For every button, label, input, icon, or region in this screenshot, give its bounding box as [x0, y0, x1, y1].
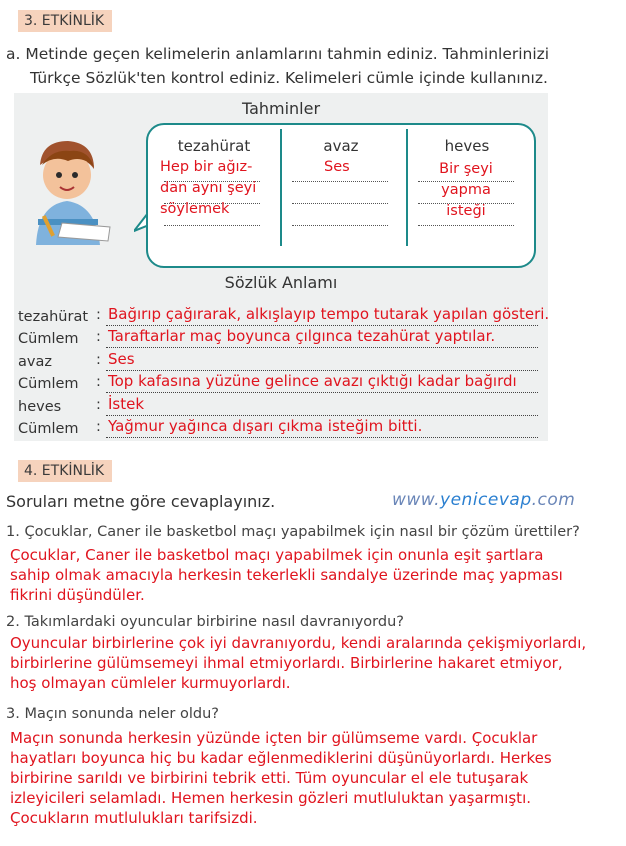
- task-a-line-1: a. Metinde geçen kelimelerin anlamlarını tahmin ediniz. Tahminlerinizi: [6, 45, 550, 63]
- definition-colon: :: [96, 307, 101, 323]
- definition-row: [18, 305, 550, 327]
- question-3: 3. Maçın sonunda neler oldu?: [6, 706, 219, 722]
- guess-line: Bir şeyi: [439, 161, 493, 177]
- answer-1: Çocuklar, Caner ile basketbol maçı yapabilmek için onunla eşit şartlara sahip olmak amacıyla herkesin tekerlekli sandalye üzerinde maç yapması fikrini düşündüler.: [10, 546, 563, 604]
- guess-answer-heves: [438, 159, 494, 222]
- definition-label: avaz: [18, 354, 52, 370]
- definition-label: tezahürat: [18, 309, 89, 325]
- definition-row: [18, 350, 538, 372]
- question-2: 2. Takımlardaki oyuncular birbirine nasıl davranıyordu?: [6, 614, 404, 630]
- guess-answer-avaz: [324, 157, 350, 178]
- guess-card-word: heves: [444, 137, 490, 155]
- guess-line: yapma: [441, 182, 491, 198]
- student-illustration: [22, 135, 112, 245]
- watermark-main: yenicevap: [440, 490, 532, 510]
- dotted-line: [106, 437, 538, 438]
- definition-row: [18, 395, 538, 417]
- definition-label: heves: [18, 399, 62, 415]
- definition-colon: :: [96, 374, 101, 390]
- dotted-line: [106, 370, 538, 371]
- definition-row: [18, 372, 538, 394]
- guess-line: isteği: [446, 203, 486, 219]
- dictionary-meaning-title: Sözlük Anlamı: [224, 273, 338, 292]
- question-1: 1. Çocuklar, Caner ile basketbol maçı yapabilmek için nasıl bir çözüm ürettiler?: [6, 524, 580, 540]
- vocabulary-panel: [14, 93, 548, 441]
- task-a-instruction: [6, 42, 606, 90]
- watermark-suffix: .com: [531, 490, 576, 510]
- definition-row: [18, 417, 538, 439]
- definition-label: Cümlem: [18, 421, 79, 437]
- definition-row: [18, 327, 538, 349]
- dotted-line: [292, 225, 388, 226]
- activity-4-instruction: Soruları metne göre cevaplayınız.: [6, 492, 276, 511]
- guess-line: Hep bir ağız-: [160, 159, 253, 175]
- definition-colon: :: [96, 329, 101, 345]
- guess-answer-tezahurat: [160, 157, 256, 220]
- answer-2: Oyuncular birbirlerine çok iyi davranıyordu, kendi aralarında çekişmiyorlardı, birbirlerine gülümsemeyi ihmal etmiyorlardı. Birbirlerine hakaret etmiyor, hoş olmayan cümleler kurmuyorlardı.: [10, 634, 587, 692]
- definition-value: Ses: [108, 350, 135, 368]
- dotted-line: [292, 181, 388, 182]
- site-watermark: [392, 490, 575, 510]
- definition-value: Bağırıp çağırarak, alkışlayıp tempo tutarak yapılan gösteri.: [108, 305, 550, 323]
- watermark-prefix: www.: [392, 490, 441, 510]
- dotted-line: [418, 225, 514, 226]
- dotted-line: [106, 415, 538, 416]
- activity-4-badge: 4. ETKİNLİK: [18, 460, 112, 482]
- dotted-line: [106, 325, 538, 326]
- definition-value: Taraftarlar maç boyunca çılgınca tezahürat yaptılar.: [108, 327, 496, 345]
- definition-label: Cümlem: [18, 331, 79, 347]
- answer-3: Maçın sonunda herkesin yüzünde içten bir gülümseme vardı. Çocuklar hayatları boyunca hiç bu kadar eğlenmediklerini düşünüyorlardı. Herkes birbirine sarıldı ve birbirini tebrik etti. Tüm oyuncular el ele tutuşarak izleyicileri selamladı. Hemen herkesin gözleri mutluluktan yaşarmıştı. Çocukların mutlulukları tarifsizdi.: [10, 729, 552, 827]
- dotted-line: [106, 347, 538, 348]
- definition-colon: :: [96, 419, 101, 435]
- guess-line: söylemek: [160, 201, 230, 217]
- definition-label: Cümlem: [18, 376, 79, 392]
- dotted-line: [106, 392, 538, 393]
- guess-card-avaz: [280, 129, 400, 246]
- guess-line: dan aynı şeyi: [160, 180, 257, 196]
- definition-colon: :: [96, 397, 101, 413]
- dotted-line: [292, 203, 388, 204]
- guess-card-word: avaz: [323, 137, 359, 155]
- activity-3-badge: 3. ETKİNLİK: [18, 10, 112, 32]
- guess-line: Ses: [324, 159, 350, 175]
- dotted-line: [164, 225, 260, 226]
- definition-value: Yağmur yağınca dışarı çıkma isteğim bitti.: [108, 417, 423, 435]
- guess-card-word: tezahürat: [177, 137, 251, 155]
- task-a-line-2: Türkçe Sözlük'ten kontrol ediniz. Kelimeleri cümle içinde kullanınız.: [30, 69, 548, 87]
- definition-value: İstek: [108, 395, 145, 413]
- definition-colon: :: [96, 352, 101, 368]
- definition-value: Top kafasına yüzüne gelince avazı çıktığı kadar bağırdı: [108, 372, 517, 390]
- guesses-title: Tahminler: [241, 99, 321, 118]
